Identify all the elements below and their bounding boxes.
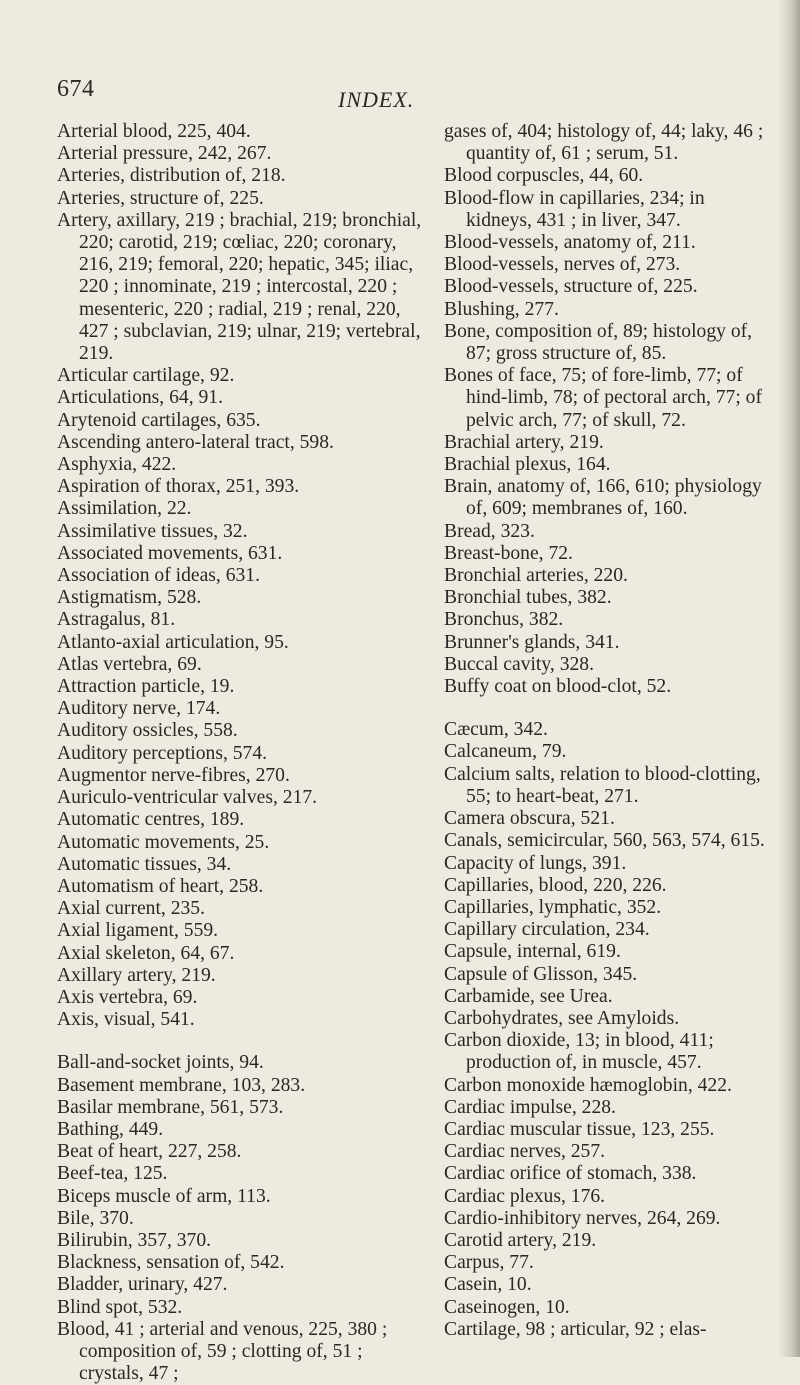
index-entry: Automatic movements, 25.: [57, 831, 270, 853]
index-entry: Bile, 370.: [57, 1207, 134, 1229]
index-entry: Carbohydrates, see Amyloids.: [444, 1007, 680, 1029]
index-entry: Blushing, 277.: [444, 298, 559, 320]
running-head: INDEX.: [338, 87, 415, 112]
index-entry: Carotid artery, 219.: [444, 1229, 597, 1251]
index-entry: Carpus, 77.: [444, 1252, 534, 1274]
index-entry: Cardiac muscular tissue, 123, 255.: [444, 1118, 715, 1140]
index-entry: Buccal cavity, 328.: [444, 653, 594, 675]
index-entry: Blood corpuscles, 44, 60.: [444, 165, 644, 187]
index-entry: Axis, visual, 541.: [57, 1009, 195, 1031]
index-entry: Cæcum, 342.: [444, 719, 548, 741]
index-entry: Capillary circulation, 234.: [444, 919, 650, 941]
index-entry: Bronchial arteries, 220.: [444, 565, 628, 587]
index-entry: Biceps muscle of arm, 113.: [57, 1185, 271, 1207]
index-entry: Blood, 41 ; arterial and venous, 225, 380 ; composition of, 59 ; clotting of, 51 ; crystals, 47 ;: [57, 1318, 388, 1385]
index-entry: Cartilage, 98 ; articular, 92 ; elas-: [444, 1318, 707, 1340]
index-entry: Caseinogen, 10.: [444, 1296, 570, 1318]
index-entry: Bone, composition of, 89; histology of, 87; gross structure of, 85.: [444, 320, 753, 365]
index-entry: Basement membrane, 103, 283.: [57, 1074, 306, 1096]
page-edge-shadow: [778, 0, 800, 1357]
index-entry: Canals, semicircular, 560, 563, 574, 615.: [444, 830, 765, 852]
index-entry: Auditory ossicles, 558.: [57, 720, 238, 742]
index-entry: Axis vertebra, 69.: [57, 986, 198, 1008]
index-entry: Axial ligament, 559.: [57, 920, 219, 942]
index-entry: Blind spot, 532.: [57, 1296, 183, 1318]
index-entry: Blackness, sensation of, 542.: [57, 1252, 285, 1274]
index-entry: Ascending antero-lateral tract, 598.: [57, 431, 334, 453]
index-entry: Calcaneum, 79.: [444, 741, 567, 763]
index-entry: Brachial plexus, 164.: [444, 454, 611, 476]
index-entry: Arteries, distribution of, 218.: [57, 165, 286, 187]
index-entry: Blood-vessels, structure of, 225.: [444, 276, 698, 298]
index-entry: Bladder, urinary, 427.: [57, 1274, 228, 1296]
index-entry: Assimilative tissues, 32.: [57, 520, 248, 542]
index-entry: Capsule of Glisson, 345.: [444, 963, 638, 985]
index-entry: Beef-tea, 125.: [57, 1163, 168, 1185]
index-entry: Carbamide, see Urea.: [444, 985, 613, 1007]
section-gap: [57, 1031, 427, 1052]
index-entry: Arterial pressure, 242, 267.: [57, 143, 272, 165]
index-entry: Axillary artery, 219.: [57, 964, 216, 986]
index-entry: Capillaries, blood, 220, 226.: [444, 874, 667, 896]
index-entry: Blood-flow in capillaries, 234; in kidneys, 431 ; in liver, 347.: [444, 187, 705, 231]
index-entry: Atlas vertebra, 69.: [57, 653, 202, 675]
index-entry: Cardiac plexus, 176.: [444, 1185, 606, 1207]
index-entry: Arteries, structure of, 225.: [57, 187, 264, 209]
index-entry: Carbon dioxide, 13; in blood, 411; production of, in muscle, 457.: [444, 1030, 714, 1074]
index-entry: Blood-vessels, anatomy of, 211.: [444, 232, 696, 254]
index-entry: Ball-and-socket joints, 94.: [57, 1052, 264, 1074]
index-entry: Attraction particle, 19.: [57, 676, 235, 698]
index-entry: Artery, axillary, 219 ; brachial, 219; bronchial, 220; carotid, 219; cœliac, 220; coronary, 216, 219; femoral, 220; hepatic, 345; iliac, 220 ; innominate, 219 ; intercostal, 220 ; mesenteric, 220 ; radial, 219 ; renal, 220, 427 ; subclavian, 219; ulnar, 219; vertebral, 219.: [57, 209, 422, 365]
index-entry: gases of, 404; histology of, 44; laky, 46 ; quantity of, 61 ; serum, 51.: [444, 121, 764, 165]
index-entry: Capsule, internal, 619.: [444, 941, 621, 963]
index-entry: Astragalus, 81.: [57, 609, 176, 631]
index-entry: Beat of heart, 227, 258.: [57, 1141, 242, 1163]
index-entry: Augmentor nerve-fibres, 270.: [57, 764, 290, 786]
page-number: 674: [57, 76, 95, 102]
index-entry: Blood-vessels, nerves of, 273.: [444, 254, 681, 276]
index-entry: Asphyxia, 422.: [57, 454, 177, 476]
index-entry: Breast-bone, 72.: [444, 542, 573, 564]
section-gap: [444, 698, 774, 719]
index-entry: Bathing, 449.: [57, 1118, 164, 1140]
index-entry: Axial skeleton, 64, 67.: [57, 942, 235, 964]
index-entry: Bilirubin, 357, 370.: [57, 1229, 212, 1251]
index-entry: Buffy coat on blood-clot, 52.: [444, 676, 672, 698]
index-column-left: [57, 121, 427, 1385]
index-entry: Brachial artery, 219.: [444, 431, 604, 453]
index-entry: Brunner's glands, 341.: [444, 631, 620, 653]
index-entry: Association of ideas, 631.: [57, 565, 260, 587]
index-entry: Articulations, 64, 91.: [57, 387, 223, 409]
index-entry: Bronchial tubes, 382.: [444, 587, 612, 609]
index-entry: Cardiac nerves, 257.: [444, 1141, 606, 1163]
index-entry: Assimilation, 22.: [57, 498, 192, 520]
index-entry: Auriculo-ventricular valves, 217.: [57, 787, 318, 809]
index-entry: Auditory nerve, 174.: [57, 698, 221, 720]
index-entry: Auditory perceptions, 574.: [57, 742, 268, 764]
index-entry: Automatic centres, 189.: [57, 809, 245, 831]
index-entry: Cardiac orifice of stomach, 338.: [444, 1163, 697, 1185]
index-column-right: [444, 121, 774, 1341]
index-entry: Bread, 323.: [444, 520, 535, 542]
index-entry: Bones of face, 75; of fore-limb, 77; of hind-limb, 78; of pectoral arch, 77; of pelvic arch, 77; of skull, 72.: [444, 365, 763, 431]
index-entry: Aspiration of thorax, 251, 393.: [57, 476, 300, 498]
index-entry: Automatism of heart, 258.: [57, 875, 264, 897]
index-entry: Casein, 10.: [444, 1274, 532, 1296]
index-entry: Axial current, 235.: [57, 898, 205, 920]
index-entry: Bronchus, 382.: [444, 609, 564, 631]
index-entry: Astigmatism, 528.: [57, 587, 202, 609]
index-entry: Camera obscura, 521.: [444, 808, 615, 830]
index-entry: Brain, anatomy of, 166, 610; physiology of, 609; membranes of, 160.: [444, 476, 762, 520]
index-entry: Cardiac impulse, 228.: [444, 1096, 616, 1118]
index-entry: Basilar membrane, 561, 573.: [57, 1096, 284, 1118]
index-entry: Arterial blood, 225, 404.: [57, 121, 251, 142]
index-entry: Arytenoid cartilages, 635.: [57, 409, 261, 431]
index-entry: Carbon monoxide hæmoglobin, 422.: [444, 1074, 732, 1096]
index-entry: Associated movements, 631.: [57, 542, 283, 564]
index-entry: Cardio-inhibitory nerves, 264, 269.: [444, 1207, 721, 1229]
index-entry: Calcium salts, relation to blood-clotting, 55; to heart-beat, 271.: [444, 763, 761, 807]
index-entry: Automatic tissues, 34.: [57, 853, 232, 875]
index-entry: Articular cartilage, 92.: [57, 365, 235, 387]
index-entry: Atlanto-axial articulation, 95.: [57, 631, 289, 653]
index-entry: Capacity of lungs, 391.: [444, 852, 627, 874]
index-entry: Capillaries, lymphatic, 352.: [444, 896, 662, 918]
